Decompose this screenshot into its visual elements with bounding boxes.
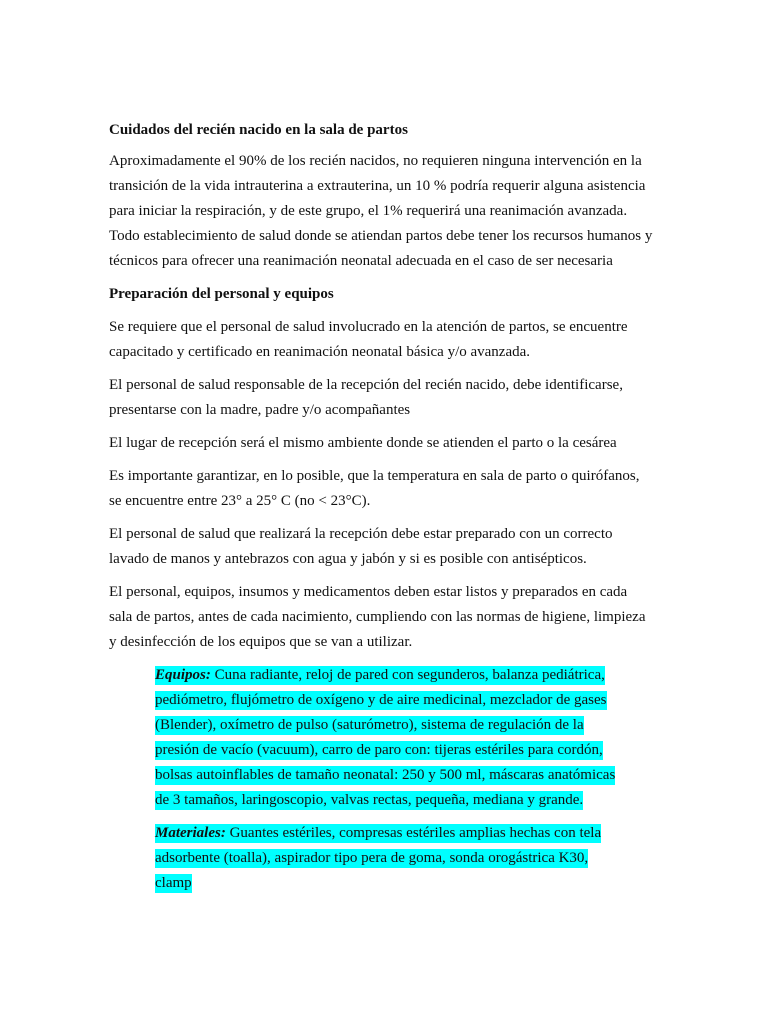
materiales-highlight xyxy=(155,824,601,893)
equipos-paragraph xyxy=(155,663,625,813)
section-heading: Preparación del personal y equipos xyxy=(109,286,334,302)
paragraph-identification: El personal de salud responsable de la recepción del recién nacido, debe identificarse, presentarse con la madre, padre y/o acompañantes xyxy=(109,377,623,418)
document-body xyxy=(109,118,654,904)
equipos-text: Cuna radiante, reloj de pared con segunderos, balanza pediátrica, pediómetro, flujómetro de oxígeno y de aire medicinal, mezclador de gases (Blender), oxímetro de pulso (saturómetro), sistema de regulación de la presión de vacío (vacuum), carro de paro con: tijeras estériles para cordón, bolsas autoinflables de tamaño neonatal: 250 y 500 ml, máscaras anatómicas de 3 tamaños, laringoscopio, valvas rectas, pequeña, mediana y grande. xyxy=(155,667,616,808)
materiales-label: Materiales: xyxy=(155,825,226,841)
intro-paragraph: Aproximadamente el 90% de los recién nacidos, no requieren ninguna intervención en la transición de la vida intrauterina a extrauterina, un 10 % podría requerir alguna asistencia para iniciar la respiración, y de este grupo, el 1% requerirá una reanimación avanzada. Todo establecimiento de salud donde se atiendan partos debe tener los recursos humanos y técnicos para ofrecer una reanimación neonatal adecuada en el caso de ser necesaria xyxy=(109,153,653,269)
equipos-highlight xyxy=(155,666,615,810)
paragraph-temperature: Es importante garantizar, en lo posible, que la temperatura en sala de parto o quirófanos, se encuentre entre 23° a 25° C (no < 23°C). xyxy=(109,468,640,509)
paragraph-preparation: El personal, equipos, insumos y medicamentos deben estar listos y preparados en cada sala de partos, antes de cada nacimiento, cumpliendo con las normas de higiene, limpieza y desinfección de los equipos que se van a utilizar. xyxy=(109,584,646,650)
paragraph-location: El lugar de recepción será el mismo ambiente donde se atienden el parto o la cesárea xyxy=(109,435,617,451)
materiales-text: Guantes estériles, compresas estériles amplias hechas con tela adsorbente (toalla), aspirador tipo pera de goma, sonda orogástrica K30, clamp xyxy=(155,825,602,891)
materiales-paragraph xyxy=(155,821,625,896)
paragraph-training: Se requiere que el personal de salud involucrado en la atención de partos, se encuentre capacitado y certificado en reanimación neonatal básica y/o avanzada. xyxy=(109,319,628,360)
paragraph-handwashing: El personal de salud que realizará la recepción debe estar preparado con un correcto lavado de manos y antebrazos con agua y jabón y si es posible con antisépticos. xyxy=(109,526,613,567)
document-title: Cuidados del recién nacido en la sala de partos xyxy=(109,122,408,138)
equipos-label: Equipos: xyxy=(155,667,211,683)
